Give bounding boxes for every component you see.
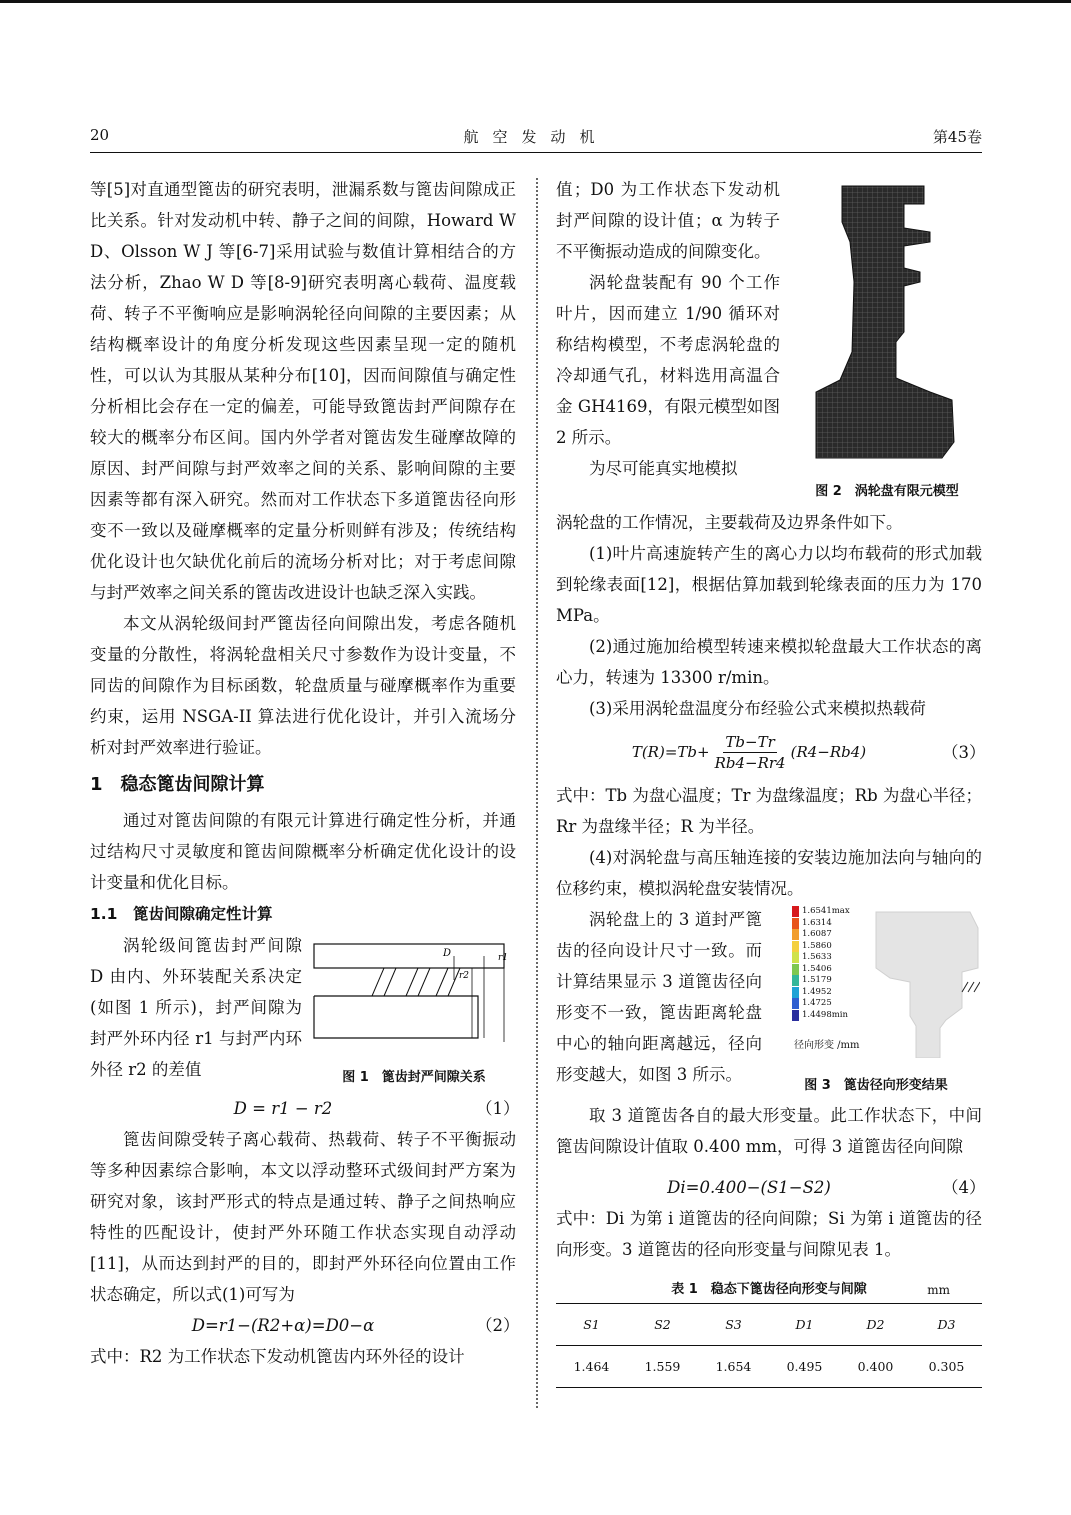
table-header-cell: D2 [840,1304,911,1346]
legend-entry [792,918,872,930]
journal-title: 航空发动机 [463,128,609,146]
equation-3-rhs: (R4−Rb4) [790,742,867,761]
section-heading: 1 稳态篦齿间隙计算 [90,774,265,795]
equation-3-numerator: Tb−Tr [725,732,775,751]
equation-4-formula: Di=0.400−(S1−S2) [667,1178,831,1197]
table-cell: 0.305 [911,1346,982,1388]
table-header-cell: S1 [556,1304,627,1346]
running-header [90,126,982,150]
paragraph: (3)采用涡轮盘温度分布经验公式来模拟热载荷 [589,699,926,718]
equation-3 [556,724,986,780]
equation-2-formula: D=r1−(R2+α)=D0−α [191,1316,375,1335]
fig3-unit-label: 径向形变 /mm [794,1040,860,1051]
deformation-legend [792,906,872,1021]
fig1-label-d: D [443,948,452,959]
equation-2-number: （2） [476,1316,520,1335]
legend-swatch [792,975,799,986]
legend-entry [792,964,872,976]
table-cell: 1.464 [556,1346,627,1388]
table-header-cell: D3 [911,1304,982,1346]
table-header-cell: S2 [627,1304,698,1346]
equation-3-number: （3） [942,742,986,762]
legend-entry [792,987,872,999]
volume-label: 第45卷 [932,128,982,146]
table-cell: 1.559 [627,1346,698,1388]
legend-label: 1.6314 [802,917,832,928]
paragraph: 本文从涡轮级间封严篦齿径向间隙出发，考虑各随机变量的分散性，将涡轮盘相关尺寸参数作为设计变量，不同齿的间隙作为目标函数，轮盘质量与碰摩概率作为重要约束，运用 NSGA-II 算法进行优化设计，并引入流场分析对封严效率进行验证。 [90,614,516,757]
legend-label: 1.5406 [802,963,832,974]
equation-4 [556,1172,986,1203]
legend-swatch [792,987,799,998]
paragraph: 式中：R2 为工作状态下发动机篦齿内环外径的设计 [90,1347,465,1366]
legend-label: 1.5179 [802,975,832,986]
paragraph: (1)叶片高速旋转产生的离心力以均布载荷的形式加载到轮缘表面[12]，根据估算加载到轮缘表面的压力为 170 MPa。 [556,544,982,625]
paragraph: 涡轮盘的工作情况，主要载荷及边界条件如下。 [556,513,903,532]
paragraph: 式中：Di 为第 i 道篦齿的径向间隙；Si 为第 i 道篦齿的径向形变。3 道篦齿的径向形变量与间隙见表 1。 [556,1209,982,1259]
equation-1 [90,1093,520,1124]
legend-label: 1.6541max [802,906,850,917]
paragraph: 取 3 道篦齿各自的最大形变量。此工作状态下，中间篦齿间隙设计值取 0.400 mm，可得 3 道篦齿径向间隙 [556,1106,982,1156]
table-header-cell: D1 [769,1304,840,1346]
legend-swatch [792,964,799,975]
paragraph: (2)通过施加给模型转速来模拟轮盘最大工作状态的离心力，转速为 13300 r/min。 [556,637,982,687]
figure-1-caption: 图 1 篦齿封严间隙关系 [342,1070,486,1085]
equation-4-number: （4） [942,1178,986,1197]
legend-label: 1.4725 [802,998,832,1009]
fig1-label-r2: r2 [459,971,470,981]
legend-entry [792,952,872,964]
legend-swatch [792,906,799,917]
figure-3 [770,904,982,1100]
paragraph: 涡轮盘上的 3 道封严篦齿的径向设计尺寸一致。而计算结果显示 3 道篦齿径向形变不一致，篦齿距离轮盘中心的轴向距离越远，径向形变越大，如图 3 所示。 [556,910,762,1084]
paragraph: 通过对篦齿间隙的有限元计算进行确定性分析，并通过结构尺寸灵敏度和篦齿间隙概率分析确定优化设计的设计变量和优化目标。 [90,811,516,892]
figure-2 [792,174,982,507]
legend-entry [792,929,872,941]
table-header-cell: S3 [698,1304,769,1346]
figure-3-caption: 图 3 篦齿径向形变结果 [804,1078,948,1093]
right-column [556,174,986,1388]
table-row [556,1346,982,1388]
table-1-unit: mm [927,1283,950,1297]
fig1-label-r1: r1 [498,953,509,963]
legend-swatch [792,1010,799,1021]
paragraph: 涡轮盘装配有 90 个工作叶片，因而建立 1/90 循环对称结构模型，不考虑涡轮盘的冷却通气孔，材料选用高温合金 GH4169，有限元模型如图 2 所示。 [556,273,780,447]
legend-swatch [792,941,799,952]
paragraph: 式中：Tb 为盘心温度；Tr 为盘缘温度；Rb 为盘心半径；Rr 为盘缘半径；R 为半径。 [556,786,982,836]
paragraph: 篦齿间隙受转子离心载荷、热载荷、转子不平衡振动等多种因素综合影响，本文以浮动整环式级间封严方案为研究对象，该封严形式的特点是通过转、静子之间热响应特性的匹配设计，使封严外环随工作状态实现自动浮动[11]，从而达到封严的目的，即封严外环径向位置由工作状态确定，所以式(1)可写为 [90,1130,516,1304]
table-cell: 0.400 [840,1346,911,1388]
figure-1 [312,930,516,1093]
legend-label: 1.4952 [802,986,832,997]
subsection-heading: 1.1 篦齿间隙确定性计算 [90,905,273,923]
legend-label: 1.5633 [802,952,832,963]
table-cell: 1.654 [698,1346,769,1388]
equation-3-denominator: Rb4−Rr4 [714,753,786,772]
seal-teeth-deformation-plot [870,908,980,1058]
top-border [0,0,1071,3]
table-cell: 0.495 [769,1346,840,1388]
legend-swatch [792,952,799,963]
equation-2 [90,1310,520,1341]
legend-entry [792,998,872,1010]
header-rule [90,152,982,153]
equation-1-number: （1） [476,1099,520,1118]
equation-3-lhs: T(R)=Tb+ [631,742,710,761]
legend-label: 1.6087 [802,929,832,940]
legend-label: 1.5860 [802,940,832,951]
paragraph: 值；D0 为工作状态下发动机封严间隙的设计值；α 为转子不平衡振动造成的间隙变化。 [556,180,780,261]
table-1-title: 表 1 稳态下篦齿径向形变与间隙 [671,1282,867,1297]
legend-swatch [792,998,799,1009]
table-1 [556,1277,982,1388]
equation-1-formula: D = r1 − r2 [233,1099,333,1118]
paragraph: 等[5]对直通型篦齿的研究表明，泄漏系数与篦齿间隙成正比关系。针对发动机中转、静子之间的间隙，Howard W D、Olsson W J 等[6-7]采用试验与数值计算相结合的方法分析，Zhao W D 等[8-9]研究表明离心载荷、温度载荷、转子不平衡响应是影响涡轮径向间隙的主要因素；从结构概率设计的角度分析发现这些因素呈现一定的随机性，可以认为其服从某种分布[10]，因而间隙值与确定性分析相比会存在一定的偏差，可能导致篦齿封严间隙存在较大的概率分布区间。国内外学者对篦齿发生碰摩故障的原因、封严间隙与封严效率之间的关系、影响间隙的主要因素等都有深入研究。然而对工作状态下多道篦齿径向形变不一致以及碰摩概率的定量分析则鲜有涉及；传统结构优化设计也欠缺优化前后的流场分析对比；对于考虑间隙与封严效率之间关系的篦齿改进设计也缺乏深入实践。 [90,180,516,602]
page-number: 20 [90,126,110,144]
legend-label: 1.4498min [802,1009,848,1020]
paragraph: 为尽可能真实地模拟 [589,459,738,478]
legend-entry [792,941,872,953]
column-separator [536,178,538,1408]
legend-swatch [792,918,799,929]
paragraph: (4)对涡轮盘与高压轴连接的安装边施加法向与轴向的位移约束，模拟涡轮盘安装情况。 [556,848,982,898]
legend-entry [792,906,872,918]
turbine-disk-fe-model [812,182,962,470]
legend-swatch [792,929,799,940]
legend-entry [792,975,872,987]
table-1-grid [556,1303,982,1388]
figure-2-caption: 图 2 涡轮盘有限元模型 [815,484,959,499]
left-column [90,174,520,1372]
seal-gap-diagram [312,930,516,1048]
legend-entry [792,1010,872,1022]
paragraph: 涡轮级间篦齿封严间隙 D 由内、外环装配关系决定(如图 1 所示)，封严间隙为封严外环内径 r1 与封严内环外径 r2 的差值 [90,936,302,1079]
